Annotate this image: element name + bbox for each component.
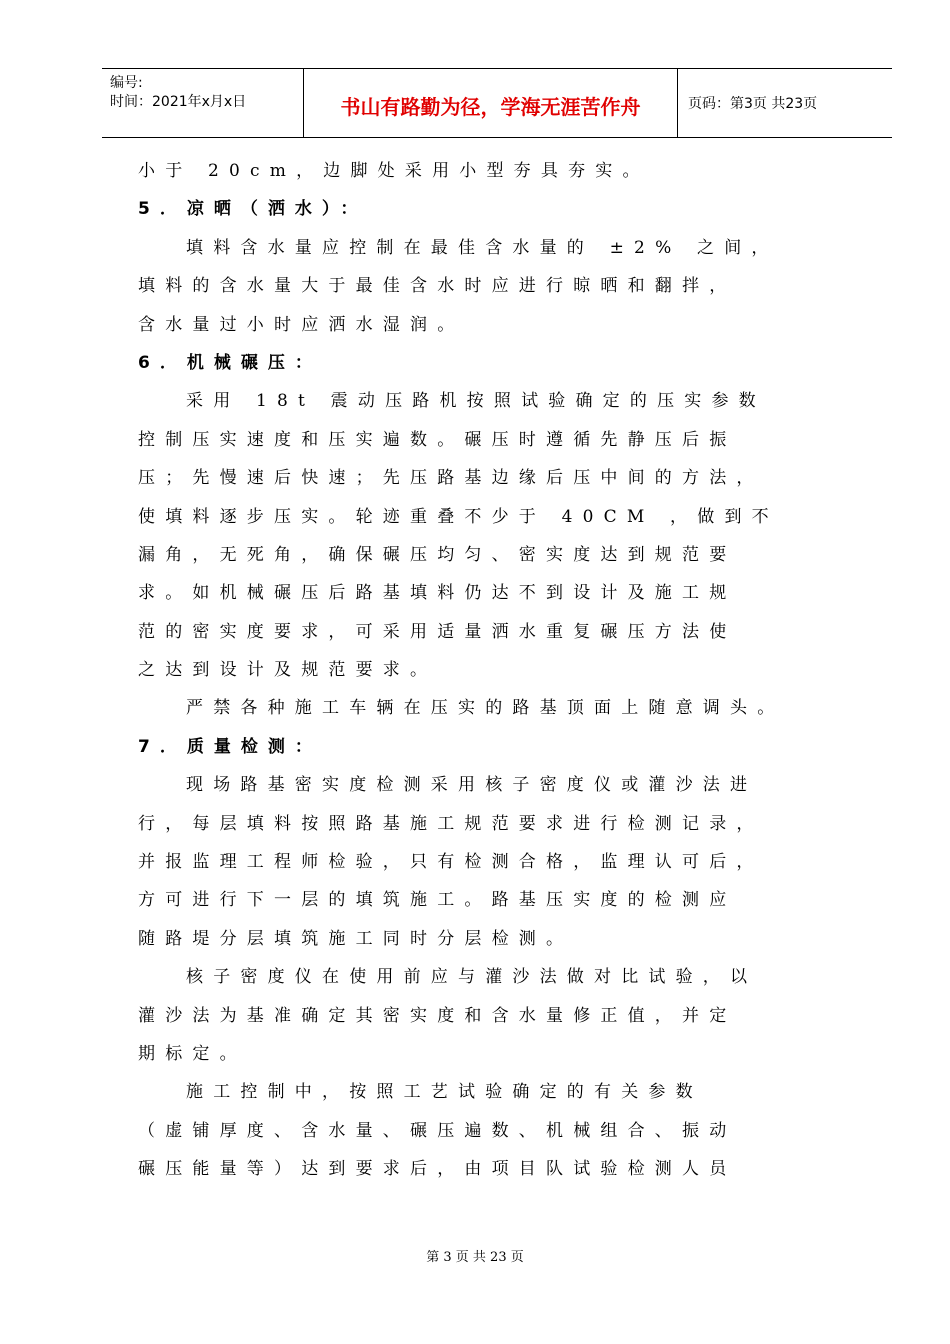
body-line: 之达到设计及规范要求。 [138, 660, 438, 681]
body-line: 严禁各种施工车辆在压实的路基顶面上随意调头。 [186, 698, 785, 719]
header-page-cell [678, 69, 892, 137]
body-line: 采用 18t 震动压路机按照试验确定的压实参数 [186, 391, 766, 412]
header-meta-cell [102, 69, 304, 137]
body-line: 现场路基密实度检测采用核子密度仪或灌沙法进 [186, 775, 758, 796]
header-motto: 书山有路勤为径，学海无涯苦作舟 [340, 95, 641, 119]
body-line: 并报监理工程师检验，只有检测合格，监理认可后， [138, 852, 764, 873]
body-line: 随路堤分层填筑施工同时分层检测。 [138, 928, 574, 949]
body-line: 控制压实速度和压实遍数。碾压时遵循先静压后振 [138, 429, 737, 450]
body-line: 求。如机械碾压后路基填料仍达不到设计及施工规 [138, 583, 737, 604]
body-line: 核子密度仪在使用前应与灌沙法做对比试验，以 [186, 967, 758, 988]
body-line: 范的密实度要求，可采用适量洒水重复碾压方法使 [138, 621, 737, 642]
section-heading-5: 5．凉晒（洒水）： [138, 199, 368, 220]
body-line: 小于 20cm，边脚处采用小型夯具夯实。 [138, 161, 650, 181]
page-footer: 第 3 页 共 23 页 [426, 1250, 524, 1265]
body-line: 行，每层填料按照路基施工规范要求进行检测记录， [138, 813, 764, 834]
header-page-code: 页码：第3页 共23页 [688, 96, 818, 112]
body-line: 漏角，无死角，确保碾压均匀、密实度达到规范要 [138, 544, 737, 565]
body-line: 施工控制中，按照工艺试验确定的有关参数 [186, 1082, 703, 1103]
body-line: 压；先慢速后快速；先压路基边缘后压中间的方法， [138, 468, 764, 489]
document-number-label: 编号: [110, 75, 143, 91]
page-header [102, 68, 892, 138]
body-line: 期标定。 [138, 1043, 247, 1064]
body-line: 含水量过小时应洒水湿润。 [138, 314, 465, 335]
document-time-label: 时间：2021年x月x日 [110, 94, 247, 110]
body-line: 灌沙法为基准确定其密实度和含水量修正值，并定 [138, 1005, 737, 1026]
body-line: 使填料逐步压实。轮迹重叠不少于 40CM ，做到不 [138, 506, 779, 527]
section-heading-7: 7．质量检测： [138, 736, 322, 757]
document-body [138, 152, 878, 1189]
body-line: 填料的含水量大于最佳含水时应进行晾晒和翻拌， [138, 276, 737, 297]
body-line: 填料含水量应控制在最佳含水量的 ±2% 之间， [186, 237, 779, 258]
body-line: 碾压能量等）达到要求后，由项目队试验检测人员 [138, 1159, 737, 1180]
body-line: 方可进行下一层的填筑施工。路基压实度的检测应 [138, 890, 737, 911]
header-motto-cell [304, 69, 678, 137]
section-heading-6: 6．机械碾压： [138, 352, 322, 373]
body-line: （虚铺厚度、含水量、碾压遍数、机械组合、振动 [138, 1120, 737, 1141]
